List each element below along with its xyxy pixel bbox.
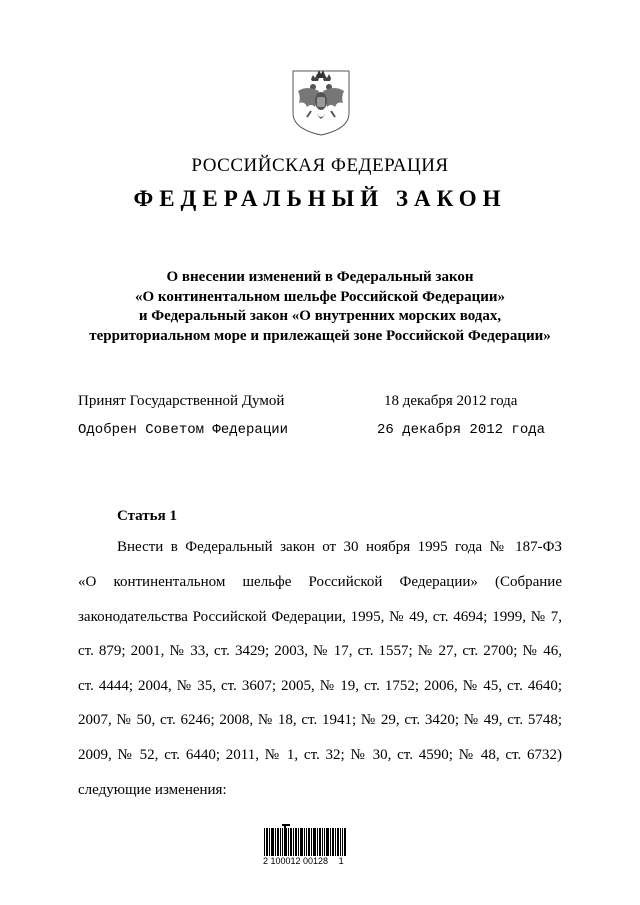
barcode-icon <box>264 824 346 856</box>
article-text-line: 2009, № 52, ст. 6440; 2011, № 1, ст. 32; № 30, ст. 4590; № 48, ст. 6732) <box>78 747 562 763</box>
country-name: РОССИЙСКАЯ ФЕДЕРАЦИЯ <box>191 155 449 176</box>
barcode-suffix: 1 <box>338 856 344 866</box>
subject-line: и Федеральный закон «О внутренних морских водах, <box>138 308 502 324</box>
subject-line: территориальном море и прилежащей зоне Российской Федерации» <box>89 327 551 344</box>
subject-line: О внесении изменений в Федеральный закон <box>166 269 474 285</box>
article-text-line: следующие изменения: <box>78 782 227 798</box>
article-text-line: 2007, № 50, ст. 6246; 2008, № 18, ст. 1941; № 29, ст. 3420; № 49, ст. 5748; <box>78 712 562 728</box>
subject-line: «О континентальном шельфе Российской Федерации» <box>134 288 505 305</box>
barcode-number <box>263 856 344 866</box>
article-text-line: ст. 879; 2001, № 33, ст. 3429; 2003, № 17, ст. 1557; № 27, ст. 2700; № 46, <box>78 643 562 659</box>
duma-adoption-label: Принят Государственной Думой <box>78 393 285 409</box>
article-text-line: ст. 4444; 2004, № 35, ст. 3607; 2005, № 19, ст. 1752; 2006, № 45, ст. 4640; <box>78 678 562 694</box>
article-text-line: законодательства Российской Федерации, 1995, № 49, ст. 4694; 1999, № 7, <box>78 609 562 625</box>
article-text-line: Внести в Федеральный закон от 30 ноября 1995 года № 187-ФЗ <box>117 539 562 555</box>
duma-adoption-date: 18 декабря 2012 года <box>384 393 518 409</box>
coat-of-arms-icon <box>289 67 353 137</box>
council-approval-date: 26 декабря 2012 года <box>377 422 546 438</box>
article-text-line: «О континентальном шельфе Российской Федерации» (Собрание <box>78 574 562 590</box>
article-heading: Статья 1 <box>117 508 177 524</box>
document-type-title: ФЕДЕРАЛЬНЫЙ ЗАКОН <box>133 186 507 211</box>
council-approval-label: Одобрен Советом Федерации <box>78 422 289 438</box>
law-subject <box>0 268 640 346</box>
barcode-digits: 2 100012 00128 <box>263 856 329 866</box>
